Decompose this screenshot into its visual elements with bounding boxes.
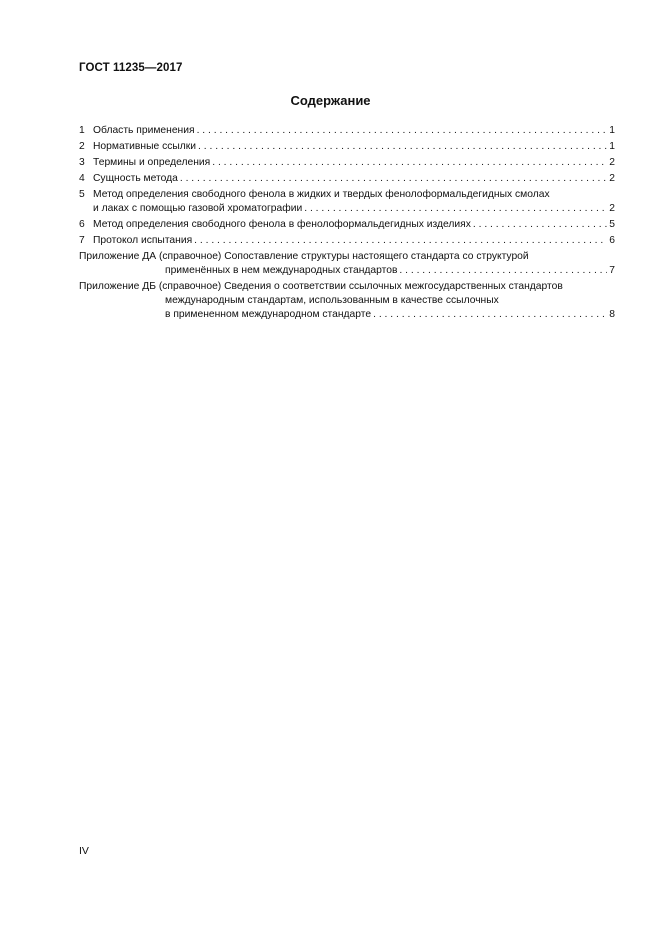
toc-appendix-page: 8	[609, 309, 615, 320]
toc-appendix-line2: применённых в нем международных стандартов	[165, 265, 398, 276]
toc-entry-number: 2	[79, 141, 85, 152]
page-number: IV	[79, 845, 89, 857]
toc-entry[interactable]	[79, 188, 615, 216]
dot-leader	[197, 124, 608, 138]
toc-entry-page: 2	[609, 157, 615, 168]
toc-entry-number: 5	[79, 189, 85, 200]
toc-entry-page: 6	[609, 235, 615, 246]
toc-entry-number: 4	[79, 173, 85, 184]
document-header: ГОСТ 11235—2017	[79, 62, 183, 74]
dot-leader	[373, 308, 607, 322]
toc-appendix-line2: международным стандартам, использованным в качестве ссылочных	[165, 295, 499, 306]
toc-entry-number: 7	[79, 235, 85, 246]
dot-leader	[399, 264, 607, 278]
toc-entry[interactable]	[79, 172, 615, 186]
dot-leader	[473, 218, 607, 232]
toc-entry-title-line2: и лаках с помощью газовой хроматографии	[93, 203, 303, 214]
toc-title: Содержание	[290, 93, 371, 108]
toc-entry-number: 1	[79, 125, 85, 136]
toc-entry-title-line1: Метод определения свободного фенола в жидких и твердых фенолоформальдегидных смолах	[93, 189, 550, 200]
toc-appendix-line1: Приложение ДБ (справочное) Сведения о соответствии ссылочных межгосударственных стандартов	[79, 281, 563, 292]
toc-entry-title: Метод определения свободного фенола в фенолоформальдегидных изделиях	[93, 219, 471, 230]
toc-appendix[interactable]	[79, 280, 615, 322]
toc-entry[interactable]	[79, 218, 615, 232]
toc-entry-page: 2	[609, 173, 615, 184]
table-of-contents	[79, 124, 615, 324]
toc-entry-number: 6	[79, 219, 85, 230]
dot-leader	[194, 234, 607, 248]
dot-leader	[198, 140, 607, 154]
toc-entry-title: Область применения	[93, 125, 195, 136]
dot-leader	[180, 172, 607, 186]
toc-entry-page: 2	[609, 203, 615, 214]
toc-entry-title: Термины и определения	[93, 157, 211, 168]
toc-entry-title: Нормативные ссылки	[93, 141, 197, 152]
toc-appendix[interactable]	[79, 250, 615, 278]
toc-entry[interactable]	[79, 124, 615, 138]
toc-entry-page: 5	[609, 219, 615, 230]
toc-entry-page: 1	[609, 141, 615, 152]
toc-entry[interactable]	[79, 156, 615, 170]
toc-appendix-line3: в примененном международном стандарте	[165, 309, 372, 320]
toc-entry[interactable]	[79, 234, 615, 248]
dot-leader	[304, 202, 607, 216]
toc-appendix-line1: Приложение ДА (справочное) Сопоставление структуры настоящего стандарта со структурой	[79, 251, 529, 262]
toc-entry-page: 1	[609, 125, 615, 136]
toc-entry-title: Протокол испытания	[93, 235, 193, 246]
toc-entry[interactable]	[79, 140, 615, 154]
dot-leader	[212, 156, 607, 170]
toc-entry-number: 3	[79, 157, 85, 168]
toc-entry-title: Сущность метода	[93, 173, 178, 184]
toc-appendix-page: 7	[609, 265, 615, 276]
